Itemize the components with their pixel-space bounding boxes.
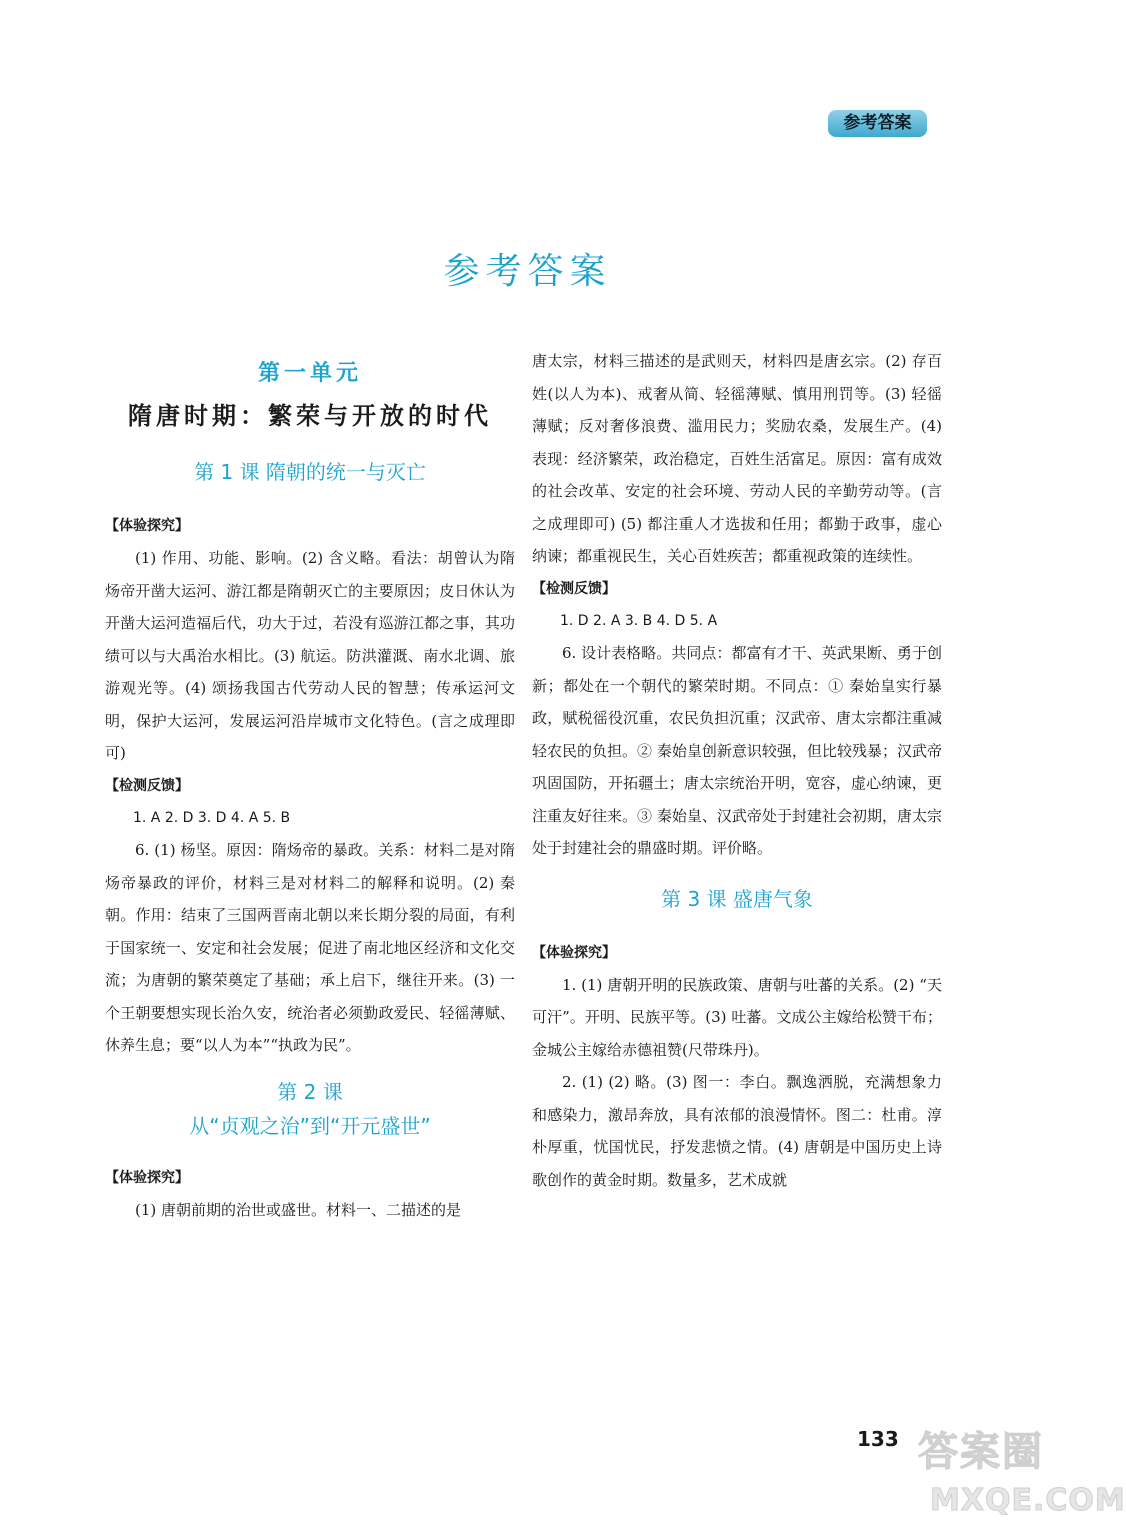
lesson-3-title: 第 3 课 盛唐气象 — [661, 886, 813, 911]
page-number: 133 — [857, 1427, 899, 1451]
lesson-3-q1: 1. (1) 唐朝开明的民族政策、唐朝与吐蕃的关系。(2) “天可汗”。开明、民族平等。(3) 吐蕃。文成公主嫁给松赞干布；金城公主嫁给赤德祖赞(尺带珠丹)。 — [532, 975, 942, 1059]
lesson-1-title: 第 1 课 隋朝的统一与灭亡 — [194, 460, 426, 484]
lesson-2-title: 第 2 课 — [277, 1079, 343, 1104]
watermark-logo: 答案圈 — [918, 1429, 1044, 1475]
lesson-3-q2: 2. (1) (2) 略。(3) 图一：李白。飘逸洒脱，充满想象力和感染力，激昂奔放，具有浓郁的浪漫情怀。图二：杜甫。淳朴厚重，忧国忧民，抒发悲愤之情。(4) 唐朝是中国历史上诗歌创作的黄金时期。数量多，艺术成就 — [532, 1073, 942, 1189]
lesson-2-q6: 6. 设计表格略。共同点：都富有才干、英武果断、勇于创新；都处在一个朝代的繁荣时期。不同点：① 秦始皇实行暴政，赋税徭役沉重，农民负担沉重；汉武帝、唐太宗都注重减轻农民的负担。② 秦始皇创新意识较强，但比较残暴；汉武帝巩固国防，开拓疆土；唐太宗统治开明，宽容，虚心纳谏，更注重友好往来。③ 秦始皇、汉武帝处于封建社会初期，唐太宗处于封建社会的鼎盛时期。评价略。 — [532, 644, 942, 857]
lesson-3-explore-tag: 【体验探究】 — [532, 944, 616, 961]
lesson-2-subtitle: 从“贞观之治”到“开元盛世” — [189, 1113, 431, 1138]
lesson-2-answers: 1. D 2. A 3. B 4. D 5. A — [560, 612, 718, 629]
lesson-2-explore-tag: 【体验探究】 — [105, 1169, 189, 1186]
lesson-1-answers: 1. A 2. D 3. D 4. A 5. B — [133, 809, 291, 826]
left-column — [105, 350, 515, 1226]
header-badge: 参考答案 — [828, 110, 927, 137]
lesson-1-q6: 6. (1) 杨坚。原因：隋炀帝的暴政。关系：材料二是对隋炀帝暴政的评价，材料三是对材料二的解释和说明。(2) 秦朝。作用：结束了三国两晋南北朝以来长期分裂的局面，有利于国家统一、安定和社会发展；促进了南北地区经济和文化交流；为唐朝的繁荣奠定了基础；承上启下，继往开来。(3) 一个王朝要想实现长治久安，统治者必须勤政爱民、轻徭薄赋、休养生息；要“以人为本”“执政为民”。 — [105, 841, 515, 1054]
lesson-1-explore-text: (1) 作用、功能、影响。(2) 含义略。看法：胡曾认为隋炀帝开凿大运河、游江都是隋朝灭亡的主要原因；皮日休认为开凿大运河造福后代，功大于过，若没有巡游江都之事，其功绩可以与大禹治水相比。(3) 航运。防洪灌溉、南水北调、旅游观光等。(4) 颂扬我国古代劳动人民的智慧；传承运河文明，保护大运河，发展运河沿岸城市文化特色。(言之成理即可) — [105, 549, 515, 762]
unit-subtitle: 隋唐时期：繁荣与开放的时代 — [128, 401, 492, 430]
lesson-1-explore-tag: 【体验探究】 — [105, 518, 189, 534]
lesson-1-feedback-tag: 【检测反馈】 — [105, 777, 189, 794]
unit-title: 第一单元 — [257, 360, 362, 386]
right-column — [532, 345, 942, 1196]
watermark-url: MXQE.COM — [930, 1483, 1126, 1518]
lesson-2-explore-text-cont: 唐太宗，材料三描述的是武则天，材料四是唐玄宗。(2) 存百姓(以人为本)、戒奢从简、轻徭薄赋、慎用刑罚等。(3) 轻徭薄赋；反对奢侈浪费、滥用民力；奖励农桑，发展生产。(4) 表现：经济繁荣，政治稳定，百姓生活富足。原因：富有成效的社会改革、安定的社会环境、劳动人民的辛勤劳动等。(言之成理即可) (5) 都注重人才选拔和任用；都勤于政事，虚心纳谏；都重视民生，关心百姓疾苦；都重视政策的连续性。 — [532, 352, 942, 565]
lesson-2-explore-text-start: (1) 唐朝前期的治世或盛世。材料一、二描述的是 — [135, 1200, 462, 1219]
lesson-2-feedback-tag: 【检测反馈】 — [532, 580, 616, 597]
page-title: 参考答案 — [443, 251, 612, 292]
